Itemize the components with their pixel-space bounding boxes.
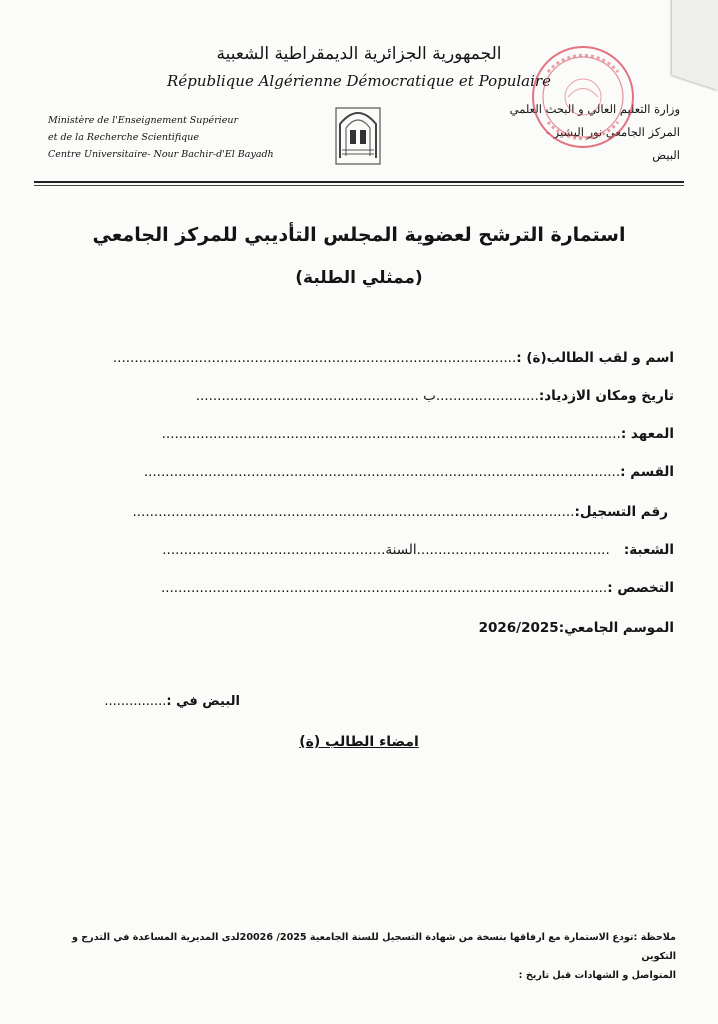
ministry-french-block [48, 112, 308, 163]
place-date[interactable] [104, 694, 240, 709]
place-dots: ............... [104, 694, 167, 709]
field-year-label: السنة [385, 542, 417, 558]
republic-french-heading: République Algérienne Démocratique et Populaire [167, 72, 551, 90]
field-institute[interactable] [44, 426, 674, 442]
field-season-value: 2026/2025 [478, 620, 559, 636]
field-branch-label: الشعبة: [623, 542, 674, 558]
field-specialty[interactable] [44, 580, 674, 596]
ministry-fr-line-1: Ministère de l'Enseignement Supérieur [48, 115, 238, 126]
field-specialty-dots: ........................................................................................................ [160, 580, 608, 596]
official-stamp-icon [528, 42, 638, 152]
ministry-fr-line-3: Centre Universitaire- Nour Bachir-d'El Bayadh [48, 149, 274, 160]
ministry-ar-line-1: وزارة التعليم العالي و البحث العلمي [509, 102, 680, 116]
field-branch-year[interactable] [44, 542, 674, 558]
field-registration[interactable] [38, 504, 668, 520]
field-birth[interactable] [44, 388, 674, 404]
note-line-1: ملاحظة :تودع الاستمارة مع ارفاقها بنسخة من شهادة التسجيل للسنة الجامعية 2025/ 20026لدى المديرية المساعدة في التدرج و التكوين [71, 932, 676, 962]
field-specialty-label: التخصص : [607, 580, 674, 596]
ministry-ar-line-3: البيض [652, 148, 680, 162]
header-divider [34, 181, 684, 183]
field-name-dots: .............................................................................................. [112, 350, 517, 366]
student-signature [0, 734, 718, 750]
republic-arabic-heading: الجمهورية الجزائرية الديمقراطية الشعبية [216, 44, 502, 64]
field-department[interactable] [44, 464, 674, 480]
field-institute-label: المعهد : [620, 426, 674, 442]
field-season-label: الموسم الجامعي: [558, 620, 674, 636]
signature-label: امضاء الطالب (ة) [299, 734, 419, 750]
field-registration-label: رقم التسجيل: [574, 504, 668, 520]
field-birth-label: تاريخ ومكان الازدياد: [538, 388, 674, 404]
form-subtitle: (ممثلي الطلبة) [295, 268, 423, 288]
field-department-dots: ............................................................................................................... [143, 464, 621, 480]
field-birth-dots: ........................ب .................................................... [195, 388, 539, 404]
ministry-fr-line-2: et de la Recherche Scientifique [48, 132, 199, 143]
footer-note [36, 928, 676, 985]
note-line-2: المتواصل و الشهادات قبل تاريخ : [518, 970, 676, 981]
field-name[interactable] [44, 350, 674, 366]
field-registration-dots: ....................................................................................................... [132, 504, 575, 520]
ministry-ar-line-2: المركز الجامعي نور البشير - [546, 125, 680, 139]
university-logo-icon [334, 98, 382, 168]
field-season [44, 620, 674, 636]
field-name-label: اسم و لقب الطالب(ة) : [516, 350, 674, 366]
field-department-label: القسم : [620, 464, 674, 480]
field-institute-dots: ........................................................................................................... [161, 426, 621, 442]
header-divider-thin [34, 185, 684, 186]
field-branch-dots: ............................................. [416, 542, 610, 558]
place-label: البيض في : [166, 694, 240, 709]
field-year-dots: .................................................... [162, 542, 386, 558]
form-title: استمارة الترشح لعضوية المجلس التأديبي للمركز الجامعي [92, 224, 626, 246]
